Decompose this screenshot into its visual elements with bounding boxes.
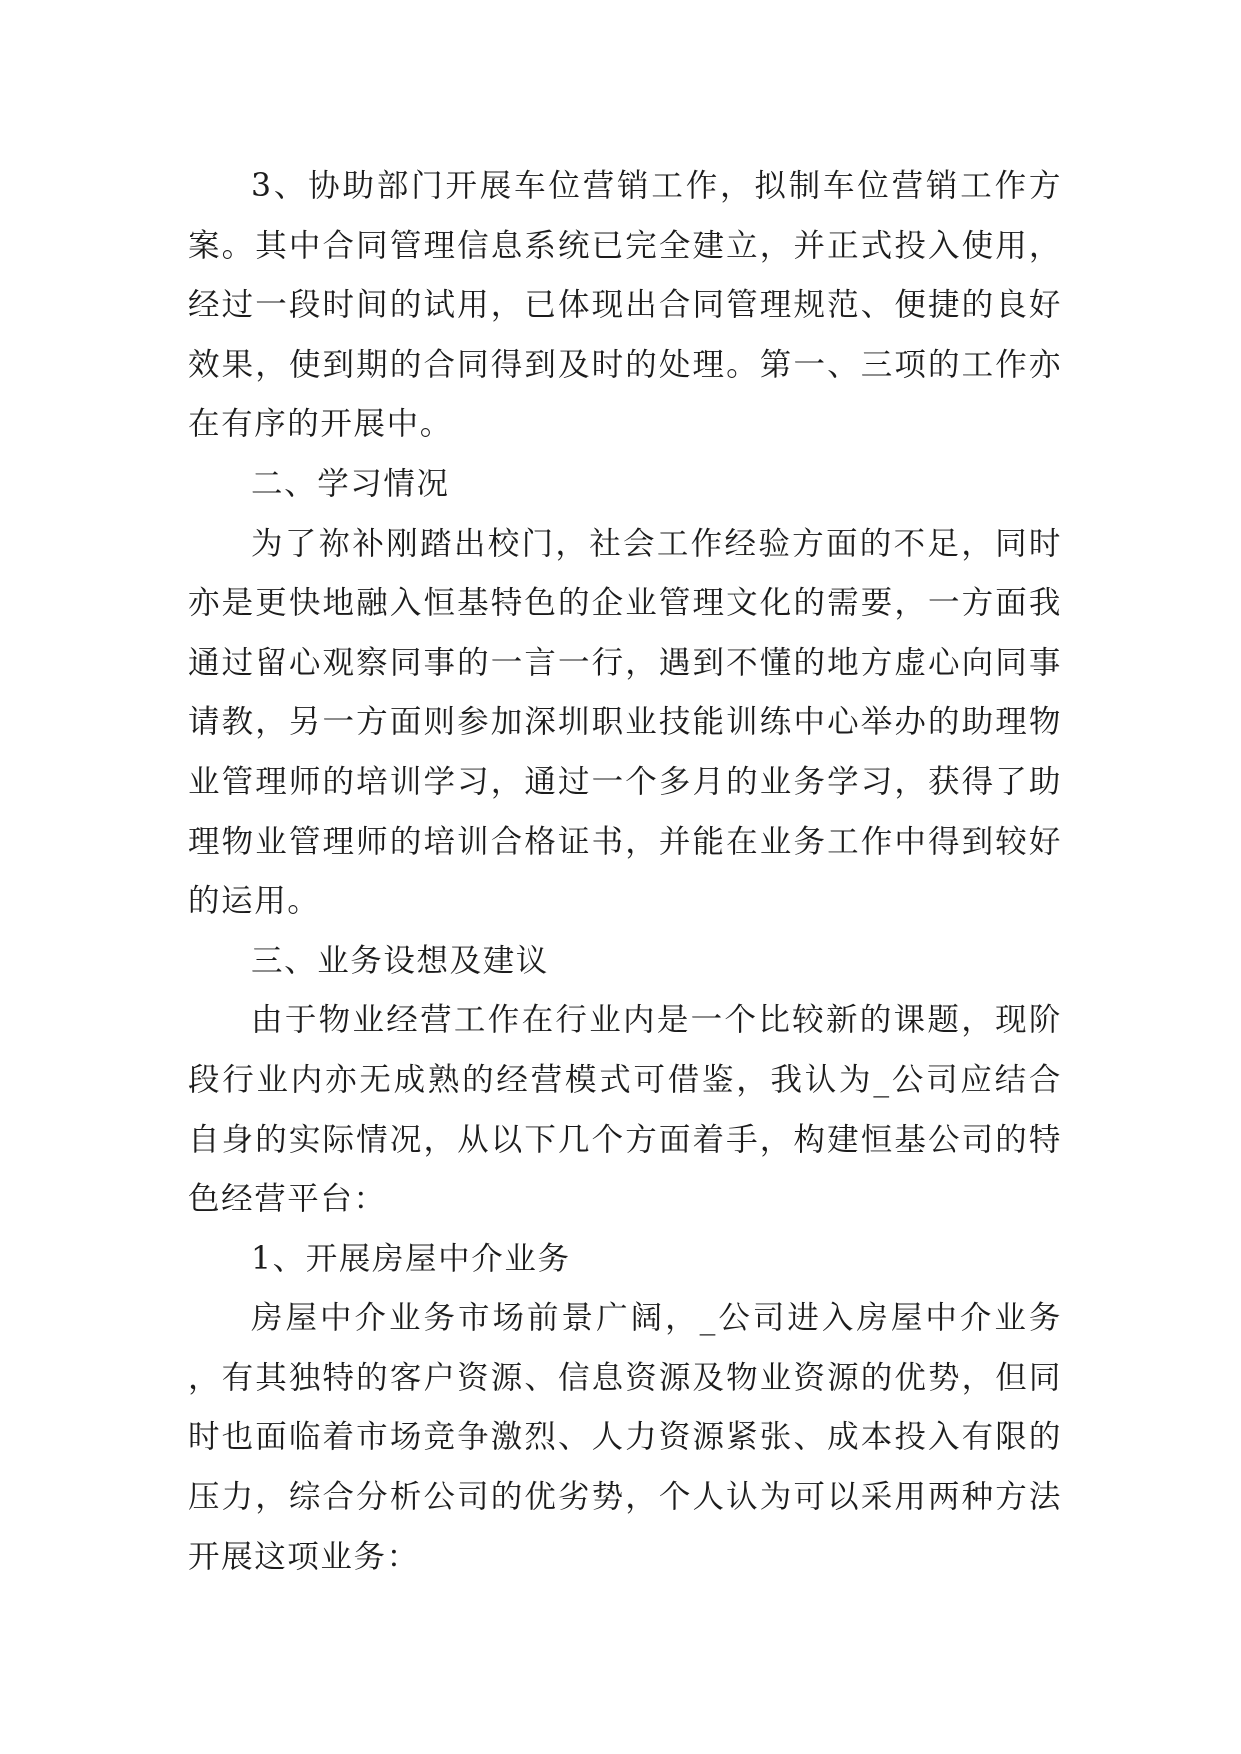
subheading-housing-agency: 1、开展房屋中介业务 — [251, 1240, 571, 1277]
section-heading-learning: 二、学习情况 — [251, 465, 450, 502]
paragraph-business-ideas: 由于物业经营工作在行业内是一个比较新的课题，现阶段行业内亦无成熟的经营模式可借鉴，我认为_公司应结合自身的实际情况，从以下几个方面着手，构建恒基公司的特色经营平台： — [188, 1002, 1062, 1218]
paragraph-learning: 为了祢补刚踏出校门，社会工作经验方面的不足，同时亦是更快地融入恒基特色的企业管理文化的需要，一方面我通过留心观察同事的一言一行，遇到不懂的地方虚心向同事请教，另一方面则参加深圳职业技能训练中心举办的助理物业管理师的培训学习，通过一个多月的业务学习，获得了助理物业管理师的培训合格证书，并能在业务工作中得到较好的运用。 — [188, 525, 1062, 920]
paragraph-parking-marketing: 3、协助部门开展车位营销工作，拟制车位营销工作方案。其中合同管理信息系统已完全建立，并正式投入使用，经过一段时间的试用，已体现出合同管理规范、便捷的良好效果，使到期的合同得到及时的处理。第一、三项的工作亦在有序的开展中。 — [188, 168, 1062, 443]
document-body — [188, 157, 1062, 1587]
section-heading-business-ideas: 三、业务设想及建议 — [251, 942, 549, 979]
paragraph-housing-agency: 房屋中介业务市场前景广阔，_公司进入房屋中介业务，有其独特的客户资源、信息资源及物业资源的优势，但同时也面临着市场竞争激烈、人力资源紧张、成本投入有限的压力，综合分析公司的优劣势，个人认为可以采用两种方法开展这项业务： — [188, 1300, 1062, 1575]
